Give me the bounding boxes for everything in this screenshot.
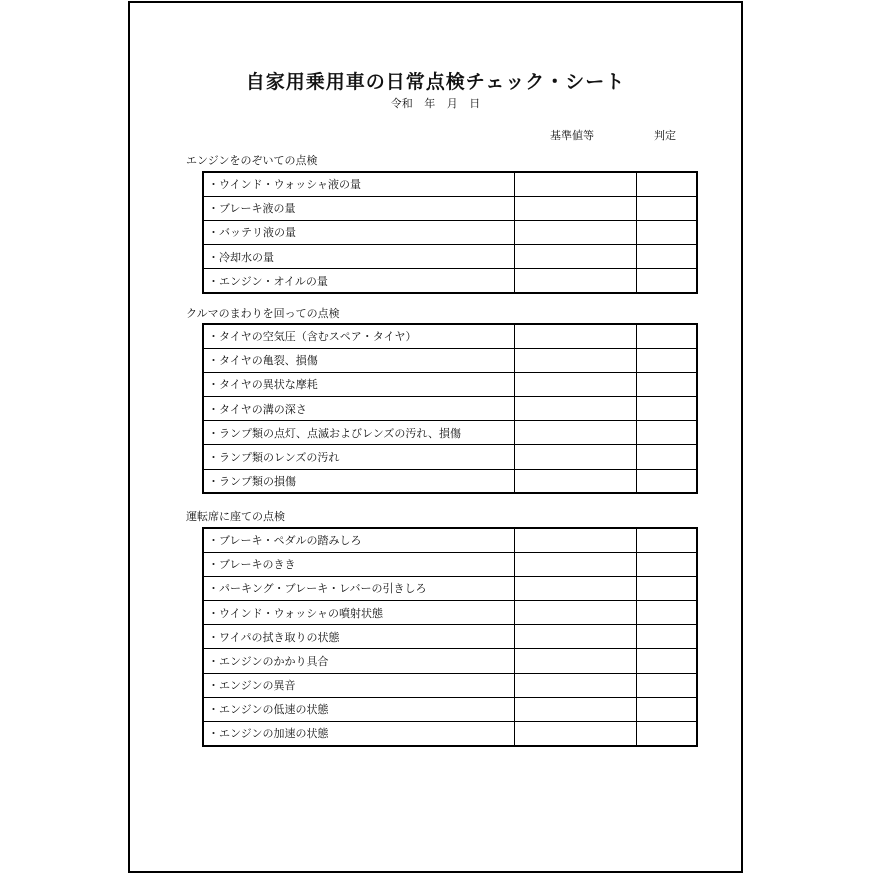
judgment-cell[interactable] bbox=[636, 469, 697, 493]
standard-cell[interactable] bbox=[514, 348, 636, 372]
table-row bbox=[203, 220, 697, 244]
section-label-drivers-seat: 運転席に座ての点検 bbox=[186, 510, 285, 523]
date-year: 年 bbox=[424, 97, 436, 110]
date-day: 日 bbox=[469, 97, 481, 110]
drivers-seat-table bbox=[202, 527, 698, 747]
sheet-title: 自家用乗用車の日常点検チェック・シート bbox=[245, 71, 626, 93]
standard-cell[interactable] bbox=[514, 269, 636, 293]
section-label-walkaround: クルマのまわりを回っての点検 bbox=[186, 307, 340, 320]
table-row bbox=[203, 625, 697, 649]
standard-cell[interactable] bbox=[514, 552, 636, 576]
standard-cell[interactable] bbox=[514, 172, 636, 196]
item-label: ・ブレーキ・ペダルの踏みしろ bbox=[203, 528, 514, 552]
standard-cell[interactable] bbox=[514, 245, 636, 269]
judgment-cell[interactable] bbox=[636, 348, 697, 372]
standard-cell[interactable] bbox=[514, 324, 636, 348]
item-label: ・タイヤの亀裂、損傷 bbox=[203, 348, 514, 372]
item-label: ・エンジンのかかり具合 bbox=[203, 649, 514, 673]
item-label: ・冷却水の量 bbox=[203, 245, 514, 269]
standard-cell[interactable] bbox=[514, 528, 636, 552]
standard-cell[interactable] bbox=[514, 625, 636, 649]
item-label: ・ウインド・ウォッシャ液の量 bbox=[203, 172, 514, 196]
judgment-cell[interactable] bbox=[636, 220, 697, 244]
judgment-cell[interactable] bbox=[636, 245, 697, 269]
table-row bbox=[203, 673, 697, 697]
table-row bbox=[203, 528, 697, 552]
judgment-cell[interactable] bbox=[636, 528, 697, 552]
standard-cell[interactable] bbox=[514, 372, 636, 396]
judgment-cell[interactable] bbox=[636, 673, 697, 697]
item-label: ・ランプ類の点灯、点滅およびレンズの汚れ、損傷 bbox=[203, 421, 514, 445]
judgment-cell[interactable] bbox=[636, 372, 697, 396]
standard-cell[interactable] bbox=[514, 673, 636, 697]
table-row bbox=[203, 469, 697, 493]
standard-cell[interactable] bbox=[514, 576, 636, 600]
standard-cell[interactable] bbox=[514, 469, 636, 493]
standard-cell[interactable] bbox=[514, 697, 636, 721]
walkaround-table bbox=[202, 323, 698, 494]
judgment-cell[interactable] bbox=[636, 649, 697, 673]
item-label: ・エンジンの低速の状態 bbox=[203, 697, 514, 721]
item-label: ・ウインド・ウォッシャの噴射状態 bbox=[203, 601, 514, 625]
standard-cell[interactable] bbox=[514, 220, 636, 244]
judgment-cell[interactable] bbox=[636, 269, 697, 293]
standard-cell[interactable] bbox=[514, 421, 636, 445]
table-row bbox=[203, 348, 697, 372]
standard-cell[interactable] bbox=[514, 445, 636, 469]
item-label: ・ブレーキ液の量 bbox=[203, 196, 514, 220]
item-label: ・タイヤの空気圧（含むスペア・タイヤ） bbox=[203, 324, 514, 348]
table-row bbox=[203, 172, 697, 196]
standard-column-header: 基準値等 bbox=[550, 129, 594, 142]
item-label: ・エンジンの加速の状態 bbox=[203, 722, 514, 746]
item-label: ・タイヤの溝の深さ bbox=[203, 397, 514, 421]
table-row bbox=[203, 372, 697, 396]
standard-cell[interactable] bbox=[514, 601, 636, 625]
table-row bbox=[203, 324, 697, 348]
standard-cell[interactable] bbox=[514, 649, 636, 673]
engine-bay-table bbox=[202, 171, 698, 294]
item-label: ・ワイパの拭き取りの状態 bbox=[203, 625, 514, 649]
item-label: ・ブレーキのきき bbox=[203, 552, 514, 576]
table-row bbox=[203, 196, 697, 220]
judgment-cell[interactable] bbox=[636, 324, 697, 348]
judgment-cell[interactable] bbox=[636, 196, 697, 220]
standard-cell[interactable] bbox=[514, 722, 636, 746]
table-row bbox=[203, 245, 697, 269]
judgment-cell[interactable] bbox=[636, 625, 697, 649]
table-row bbox=[203, 649, 697, 673]
date-era: 令和 bbox=[390, 97, 413, 110]
checklist-page bbox=[128, 1, 743, 873]
judgment-cell[interactable] bbox=[636, 576, 697, 600]
date-month: 月 bbox=[446, 97, 458, 110]
table-row bbox=[203, 421, 697, 445]
table-row bbox=[203, 445, 697, 469]
item-label: ・バッテリ液の量 bbox=[203, 220, 514, 244]
judgment-cell[interactable] bbox=[636, 697, 697, 721]
standard-cell[interactable] bbox=[514, 196, 636, 220]
section-label-engine-bay: エンジンをのぞいての点検 bbox=[186, 154, 318, 167]
standard-cell[interactable] bbox=[514, 397, 636, 421]
judgment-column-header: 判定 bbox=[654, 129, 676, 142]
date-line bbox=[130, 95, 741, 111]
table-row bbox=[203, 397, 697, 421]
item-label: ・エンジンの異音 bbox=[203, 673, 514, 697]
judgment-cell[interactable] bbox=[636, 552, 697, 576]
judgment-cell[interactable] bbox=[636, 722, 697, 746]
judgment-cell[interactable] bbox=[636, 172, 697, 196]
judgment-cell[interactable] bbox=[636, 601, 697, 625]
item-label: ・タイヤの異状な摩耗 bbox=[203, 372, 514, 396]
item-label: ・ランプ類のレンズの汚れ bbox=[203, 445, 514, 469]
judgment-cell[interactable] bbox=[636, 421, 697, 445]
table-row bbox=[203, 722, 697, 746]
table-row bbox=[203, 269, 697, 293]
judgment-cell[interactable] bbox=[636, 445, 697, 469]
table-row bbox=[203, 576, 697, 600]
item-label: ・ランプ類の損傷 bbox=[203, 469, 514, 493]
item-label: ・エンジン・オイルの量 bbox=[203, 269, 514, 293]
table-row bbox=[203, 601, 697, 625]
judgment-cell[interactable] bbox=[636, 397, 697, 421]
table-row bbox=[203, 697, 697, 721]
table-row bbox=[203, 552, 697, 576]
item-label: ・パーキング・ブレーキ・レバーの引きしろ bbox=[203, 576, 514, 600]
